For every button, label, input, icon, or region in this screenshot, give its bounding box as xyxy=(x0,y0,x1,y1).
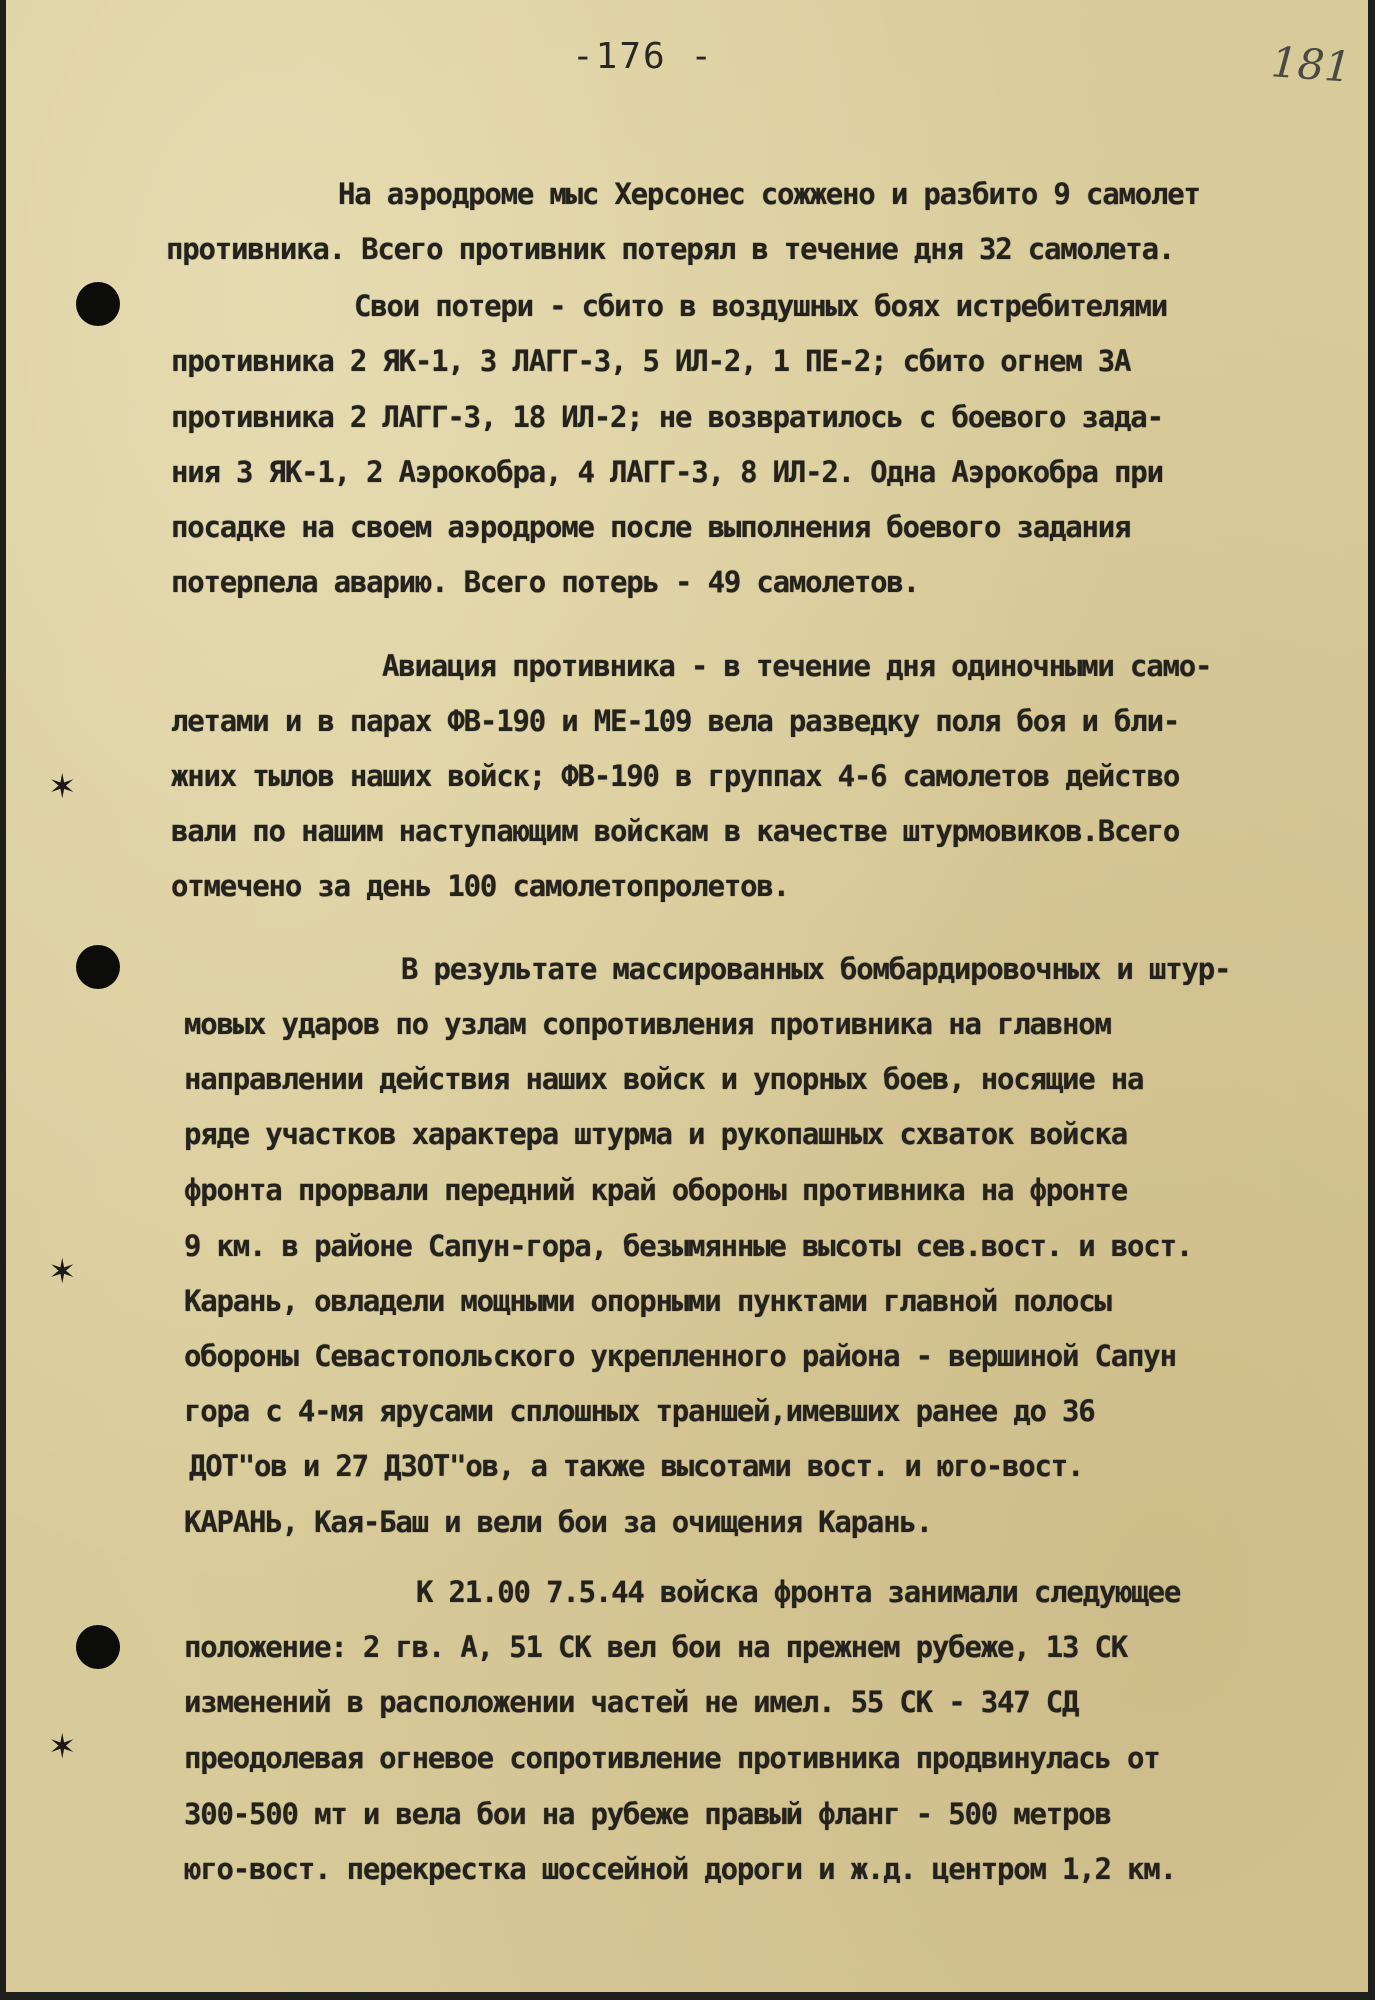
text-line: посадке на своем аэродроме после выполнения боевого задания xyxy=(171,510,1131,544)
punch-hole xyxy=(76,282,120,326)
text-line: К 21.00 7.5.44 войска фронта занимали следующее xyxy=(416,1575,1181,1609)
text-line: ДОТ"ов и 27 ДЗОТ"ов, а также высотами вост. и юго-вост. xyxy=(189,1449,1084,1483)
text-line: На аэродроме мыс Херсонес сожжено и разбито 9 самолет xyxy=(338,177,1200,211)
text-line: вали по нашим наступающим войскам в качестве штурмовиков.Всего xyxy=(171,814,1180,848)
text-line: отмечено за день 100 самолетопролетов. xyxy=(171,869,789,903)
text-line: 9 км. в районе Сапун-гора, безымянные высоты сев.вост. и вост. xyxy=(184,1229,1193,1263)
ink-blot-icon: ✶ xyxy=(48,1727,77,1767)
text-line: мовых ударов по узлам сопротивления противника на главном xyxy=(184,1007,1111,1041)
text-line: ния 3 ЯК-1, 2 Аэрокобра, 4 ЛАГГ-3, 8 ИЛ-2. Одна Аэрокобра при xyxy=(171,455,1163,489)
text-line: противника. Всего противник потерял в течение дня 32 самолета. xyxy=(166,232,1175,266)
text-line: изменений в расположении частей не имел. 55 СК - 347 СД xyxy=(184,1685,1079,1719)
text-line: противника 2 ЛАГГ-3, 18 ИЛ-2; не возвратилось с боевого зада- xyxy=(171,400,1163,434)
ink-blot-icon: ✶ xyxy=(48,767,77,807)
ink-blot-icon: ✶ xyxy=(48,1252,77,1292)
document-page xyxy=(6,0,1368,1992)
text-line: гора с 4-мя ярусами сплошных траншей,имевших ранее до 36 xyxy=(184,1394,1095,1428)
text-line: обороны Севастопольского укрепленного района - вершиной Сапун xyxy=(184,1339,1176,1373)
text-line: Свои потери - сбито в воздушных боях истребителями xyxy=(354,289,1167,323)
text-line: жних тылов наших войск; ФВ-190 в группах 4-6 самолетов действо xyxy=(171,759,1180,793)
text-line: 300-500 мт и вела бои на рубеже правый фланг - 500 метров xyxy=(184,1797,1111,1831)
archive-folio-number: 181 xyxy=(1269,37,1353,92)
text-line: Авиация противника - в течение дня одиночными само- xyxy=(382,649,1212,683)
text-line: потерпела аварию. Всего потерь - 49 самолетов. xyxy=(171,565,919,599)
text-line: противника 2 ЯК-1, 3 ЛАГГ-3, 5 ИЛ-2, 1 ПЕ-2; сбито огнем ЗА xyxy=(171,344,1131,378)
text-line: В результате массированных бомбардировочных и штур- xyxy=(401,952,1231,986)
page-number: -176 - xyxy=(572,36,715,77)
text-line: направлении действия наших войск и упорных боев, носящие на xyxy=(184,1062,1144,1096)
text-line: Карань, овладели мощными опорными пунктами главной полосы xyxy=(184,1284,1111,1318)
text-line: КАРАНЬ, Кая-Баш и вели бои за очищения Карань. xyxy=(184,1505,932,1539)
text-line: ряде участков характера штурма и рукопашных схваток войска xyxy=(184,1117,1128,1151)
text-line: юго-вост. перекрестка шоссейной дороги и ж.д. центром 1,2 км. xyxy=(184,1852,1176,1886)
text-line: летами и в парах ФВ-190 и МЕ-109 вела разведку поля боя и бли- xyxy=(171,704,1180,738)
text-line: положение: 2 гв. А, 51 СК вел бои на прежнем рубеже, 13 СК xyxy=(184,1630,1128,1664)
text-line: преодолевая огневое сопротивление противника продвинулась от xyxy=(184,1741,1160,1775)
punch-hole xyxy=(76,945,120,989)
punch-hole xyxy=(76,1625,120,1669)
text-line: фронта прорвали передний край обороны противника на фронте xyxy=(184,1173,1128,1207)
